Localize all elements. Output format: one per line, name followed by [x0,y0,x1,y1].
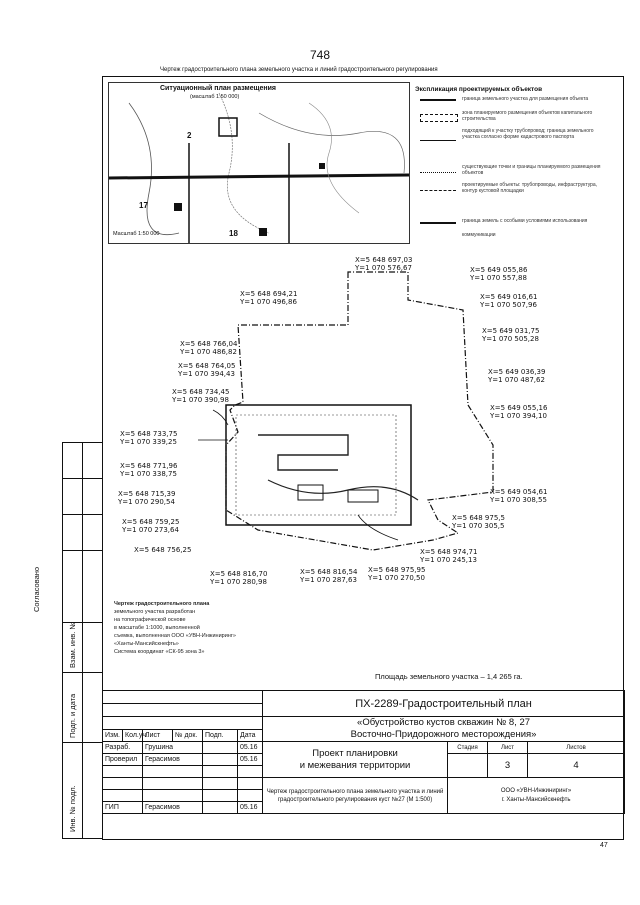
note-line: Чертеж градостроительного плана [114,601,210,607]
sign-date-label: Подп. и дата [68,693,77,738]
plan-geometry [108,250,616,595]
legend-symbol-3 [420,140,456,147]
note-line: земельного участка разработан [114,609,196,615]
legend-symbol-4 [420,172,456,179]
stamp-header: Дата [238,729,263,742]
coordinate-label: X=5 648 697,03 Y=1 070 576,67 [355,256,413,272]
situation-map-subtitle: (масштаб 1:50 000) [190,94,240,100]
legend-symbol-1 [420,99,456,107]
legend-item: граница земельного участка для размещения объекта [462,96,589,102]
situation-map-drawing [109,83,409,243]
stamp-person: Грушина [143,742,203,754]
coordinate-label: X=5 649 036,39 Y=1 070 487,62 [488,368,546,384]
note-line: Система координат «СК-95 зона 3» [114,649,205,655]
legend-symbol-5 [420,190,456,197]
situation-map-title: Ситуационный план размещения [160,85,277,92]
note-line: «Ханты-Мансийскнефть» [114,641,179,647]
footer-mark: 47 [600,842,608,849]
doc-code: ПХ-2289-Градостроительный план [263,691,625,717]
note-line: съемка, выполненная ООО «УВН-Инжиниринг» [114,633,236,639]
coordinate-label: X=5 648 771,96 Y=1 070 338,75 [120,462,178,478]
map-label-2: 2 [187,131,192,140]
coordinate-label: X=5 648 734,45 Y=1 070 390,98 [172,388,230,404]
coordinate-label: X=5 648 756,25 [134,546,192,554]
stamp-header: Изм. [103,729,123,742]
situation-map [108,82,410,244]
legend-item: подходящий к участку трубопровод; граница земельного участка согласно форме кадастрового паспорта [462,128,594,140]
sheet-label: Лист [488,742,528,754]
inv-replacement-label: Взам. инв. № [68,621,77,668]
coordinate-label: X=5 648 715,39 Y=1 070 290,54 [118,490,176,506]
map-label-18: 18 [229,229,238,238]
coordinate-label: X=5 648 759,25 Y=1 070 273,64 [122,518,180,534]
note-line: на топографической основе [114,617,186,623]
stamp-date: 05.16 [238,742,263,754]
coordinate-label: X=5 648 816,70 Y=1 070 280,98 [210,570,268,586]
coordinate-label: X=5 648 974,71 Y=1 070 245,13 [420,548,478,564]
note-line: в масштабе 1:1000, выполненной [114,625,200,631]
inv-original-label: Инв. № подл. [68,785,77,832]
coordinate-label: X=5 649 016,61 Y=1 070 507,96 [480,293,538,309]
sheet-value: 3 [488,754,528,778]
plan-title: Чертеж градостроительного плана земельного участка и линий градостроительного регулирования [160,67,438,73]
left-approval-strip [32,442,102,838]
coordinate-label: X=5 649 055,16 Y=1 070 394,10 [490,404,548,420]
stamp-role: Разраб. [103,742,143,754]
stamp-date: 05.16 [238,802,263,814]
drawing-title: Чертеж градостроительного плана земельного участка и линий градостроительного регулирования куст №27 (М 1:500) [263,778,448,814]
stage-label: Стадия [448,742,488,754]
area-text: Площадь земельного участка – 1,4 265 га. [375,672,523,681]
coordinate-label: X=5 648 733,75 Y=1 070 339,25 [120,430,178,446]
stamp-date: 05.16 [238,754,263,766]
stamp-header: Лист [143,729,173,742]
stamp-header: Кол.уч. [123,729,143,742]
legend-item: проектируемые объекты: трубопроводы, инфраструктура, контур кустовой площадки [462,182,598,194]
legend-item: существующие точки и границы планируемого размещения объектов [462,164,601,176]
agreed-label: Согласовано [32,566,41,612]
stamp-person: Герасимов [143,754,203,766]
legend-item: зона планируемого размещения объектов капитального строительства [462,110,593,122]
company-name: ООО «УВН-Инжиниринг» г. Ханты-Мансийскнефть [448,778,625,814]
legend-item: коммуникации [462,232,496,238]
coordinate-label: X=5 648 975,5 Y=1 070 305,5 [452,514,505,530]
coordinate-label: X=5 648 766,04 Y=1 070 486,82 [180,340,238,356]
drawing-notes [114,600,284,656]
object-name: «Обустройство кустов скважин № 8, 27 Восточно-Придорожного месторождения» [263,717,625,742]
legend-title: Экспликация проектируемых объектов [415,86,543,93]
sheets-value: 4 [528,754,625,778]
project-title: Проект планировки и межевания территории [263,742,448,778]
coordinate-label: X=5 648 816,54 Y=1 070 287,63 [300,568,358,584]
stamp-role: ГИП [103,802,143,814]
legend-symbol-2 [420,114,458,122]
stamp-person: Герасимов [143,802,203,814]
coordinate-label: X=5 648 694,21 Y=1 070 496,86 [240,290,298,306]
stamp-header: № док. [173,729,203,742]
legend-symbol-6 [420,222,456,230]
stamp-role: Проверил [103,754,143,766]
plan-drawing [108,250,616,595]
sheets-label: Листов [528,742,625,754]
title-block [102,690,625,814]
coordinate-label: X=5 648 975,95 Y=1 070 270,50 [368,566,426,582]
legend-item: граница земель с особыми условиями использования [462,218,588,224]
coordinate-label: X=5 649 031,75 Y=1 070 505,28 [482,327,540,343]
stage-value [448,754,488,778]
coordinate-label: X=5 649 054,61 Y=1 070 308,55 [490,488,548,504]
map-scale-label: Масштаб 1:50 000 [113,231,160,237]
coordinate-label: X=5 648 764,05 Y=1 070 394,43 [178,362,236,378]
map-label-17: 17 [139,201,148,210]
coordinate-label: X=5 649 055,86 Y=1 070 557,88 [470,266,528,282]
page-number: 748 [309,48,331,62]
stamp-header: Подп. [203,729,238,742]
